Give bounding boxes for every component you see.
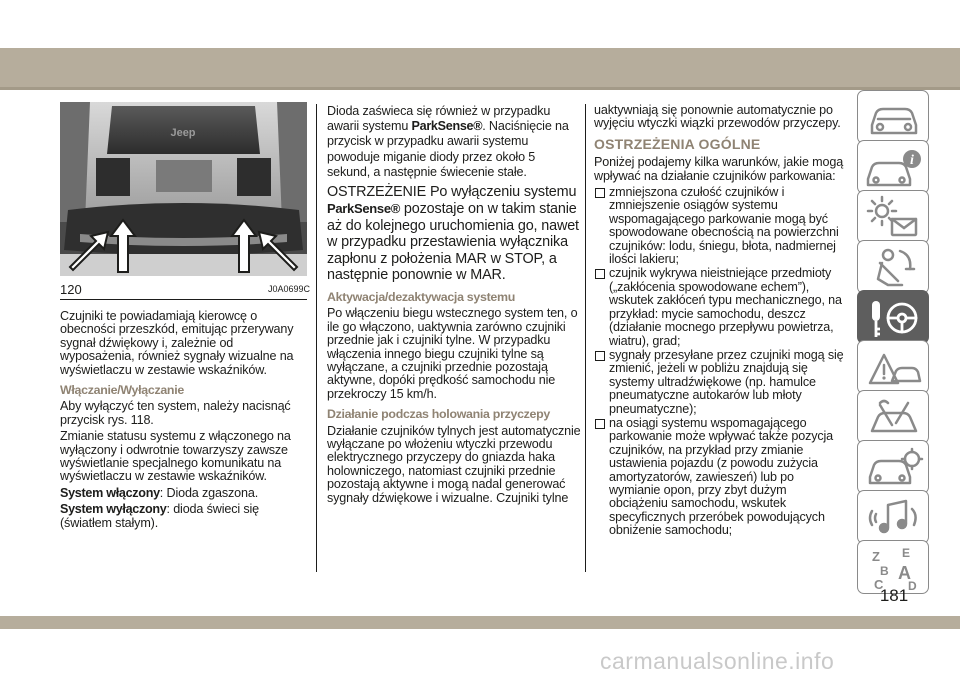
system-off-text: : dioda świeci się (światłem stałym). [60, 502, 259, 530]
figure-rule [60, 299, 307, 300]
tab-steering-key[interactable] [857, 290, 929, 344]
paragraph-towing: Działanie czujników tylnych jest automatycznie wyłączane po włożeniu wtyczki przewodu elektrycznego przyczepy do gniazda haka holowniczego, natomiast czujniki przednie pozostają aktywne i mogą nadal generować sygnały dźwiękowe i wizualne. Czujniki tylne [327, 423, 581, 505]
warning-body [327, 201, 581, 284]
bullet-item [594, 267, 848, 347]
header-band [0, 0, 960, 90]
heading-general-warnings: OSTRZEŻENIA OGÓLNE [594, 135, 761, 152]
index-letter: E [902, 546, 911, 560]
bullet-text: sygnały przesyłane przez czujniki mogą się zmienić, jeżeli w pobliżu znajdują się systemy ultradźwiękowe (np. hamulce pneumatyczne autokarów lub młoty pneumatyczne); [609, 347, 844, 416]
tab-car-overview[interactable] [857, 90, 929, 144]
bullet-text: na osiągi systemu wspomagającego parkowanie może wpływać także pozycja czujników, na przykład przy zmianie ustawienia pojazdu (z powodu zużycia amortyzatorów, zawieszeń) lub po wymianie opon, przy zbyt dużym obciążeniu samochodu, wskutek specyficznych przeróbek powodujących obniżenie samochodu; [609, 415, 834, 538]
paragraph-status-change: Zmianie statusu systemu z włączonego na wyłączony i odwrotnie towarzyszy zawsze wyświetlanie specjalnego komunikatu na wyświetlaczu w zestawie wskaźników. [60, 429, 291, 484]
car-overview-icon [858, 91, 930, 145]
bullet-box-icon [595, 269, 605, 279]
paragraph-general: Poniżej podajemy kilka warunków, jakie mogą wpływać na działanie czujników parkowania: [594, 155, 844, 183]
tab-breakdown[interactable] [857, 340, 929, 394]
led-brand: ParkSense® [411, 119, 483, 134]
tab-lights-message[interactable] [857, 190, 929, 244]
system-on-line [60, 487, 310, 500]
svg-text:i: i [910, 153, 914, 168]
column-divider-1 [316, 104, 317, 572]
heading-on-off: Włączanie/Wyłączanie [60, 383, 184, 398]
system-off-label: System wyłączony [60, 502, 167, 517]
tab-multimedia[interactable] [857, 490, 929, 544]
tab-seat-belt[interactable] [857, 240, 929, 294]
page-number: 181 [879, 586, 909, 605]
tab-technical-data[interactable] [857, 440, 929, 494]
column-3 [594, 104, 848, 539]
tab-car-info[interactable] [857, 140, 929, 194]
warning-text: pozostaje on w takim stanie aż do kolejnego uruchomienia go, nawet w przypadku przestawienia wyłącznika zapłonu z położenia MAR w STOP, a następnie ponownie w MAR. [327, 201, 579, 284]
seat-belt-icon [858, 241, 930, 295]
bullet-box-icon [595, 188, 605, 198]
rear-bumper-sensors-figure [60, 102, 307, 276]
multimedia-icon [858, 491, 930, 545]
footer-stripe [0, 616, 960, 629]
bullet-item [594, 349, 848, 416]
index-letter: B [880, 564, 889, 578]
bullet-item [594, 186, 848, 266]
system-on-text: : Dioda zgaszona. [159, 485, 259, 500]
column-2 [327, 104, 581, 508]
lights-message-icon [858, 191, 930, 245]
column-1 [60, 310, 310, 533]
bullet-box-icon [595, 419, 605, 429]
tab-maintenance[interactable] [857, 390, 929, 444]
watermark: carmanualsonline.info [600, 648, 835, 674]
index-letter: C [874, 577, 884, 592]
steering-key-icon [858, 291, 930, 345]
column-divider-2 [585, 104, 586, 572]
warning-title: OSTRZEŻENIE Po wyłączeniu systemu [327, 184, 577, 201]
bullet-item [594, 417, 848, 538]
heading-towing: Działanie podczas holowania przyczepy [327, 407, 551, 422]
maintenance-tools-icon [858, 391, 930, 445]
paragraph-disable: Aby wyłączyć ten system, należy nacisnąć przycisk rys. 118. [60, 399, 291, 427]
rear-bumper-illustration [60, 102, 307, 276]
bullet-text: zmniejszona czułość czujników i zmniejszenie osiągów systemu wspomagającego parkowanie mogą być spowodowane obecnością na powierzchni czujników: lodu, śniegu, błota, nadmiernej ilości lakieru; [609, 185, 839, 267]
technical-data-icon [858, 441, 930, 495]
intro-paragraph: Czujniki te powiadamiają kierowcę o obecności przeszkód, emitując przerywany sygnał dźwiękowy i, zależnie od wyposażenia, również sygnały wizualne na wyświetlaczu w zestawie wskaźników. [60, 309, 294, 377]
index-letter: Z [872, 549, 880, 564]
led-text-b: . Naciśnięcie na przycisk w przypadku awarii systemu powoduje miganie diody przez około 5 sekund, a następnie świecenie stałe. [327, 119, 569, 179]
warning-brand: ParkSense® [327, 201, 401, 217]
paragraph-led-failure [327, 104, 581, 180]
index-letter: A [898, 563, 911, 583]
jeep-logo: Jeep [170, 127, 196, 139]
index-letter: D [908, 579, 917, 593]
heading-activation: Aktywacja/dezaktywacja systemu [327, 289, 515, 304]
bullet-text: czujnik wykrywa nieistniejące przedmioty („zakłócenia spowodowane echem”), wskutek zakłóceń typu mechanicznego, na przykład: mycie samochodu, deszcz (działanie mocnego przepływu powietrza, wiatru), grad; [609, 266, 842, 348]
paragraph-activation: Po włączeniu biegu wstecznego system ten, o ile go włączono, uaktywnia zarówno czujniki przednie jak i czujniki tylne. W przypadku włączenia innego biegu czujniki tylne są wyłączane, a czujniki przednie pozostają aktywne, dopóki prędkość samochodu nie przekroczy 15 km/h. [327, 306, 578, 401]
figure-code: J0A0699C [268, 284, 311, 294]
system-off-line [60, 503, 310, 530]
header-stripe [0, 48, 960, 90]
car-info-icon [858, 141, 930, 195]
led-text-a: Dioda zaświeca się również w przypadku awarii systemu [327, 104, 551, 134]
figure-number: 120 [60, 282, 82, 297]
paragraph-reactivate: uaktywniają się ponownie automatycznie po wyjęciu wtyczki wiązki przewodów przyczepy. [594, 103, 841, 131]
breakdown-triangle-icon [858, 341, 930, 395]
bullet-box-icon [595, 351, 605, 361]
system-on-label: System włączony [60, 485, 160, 500]
